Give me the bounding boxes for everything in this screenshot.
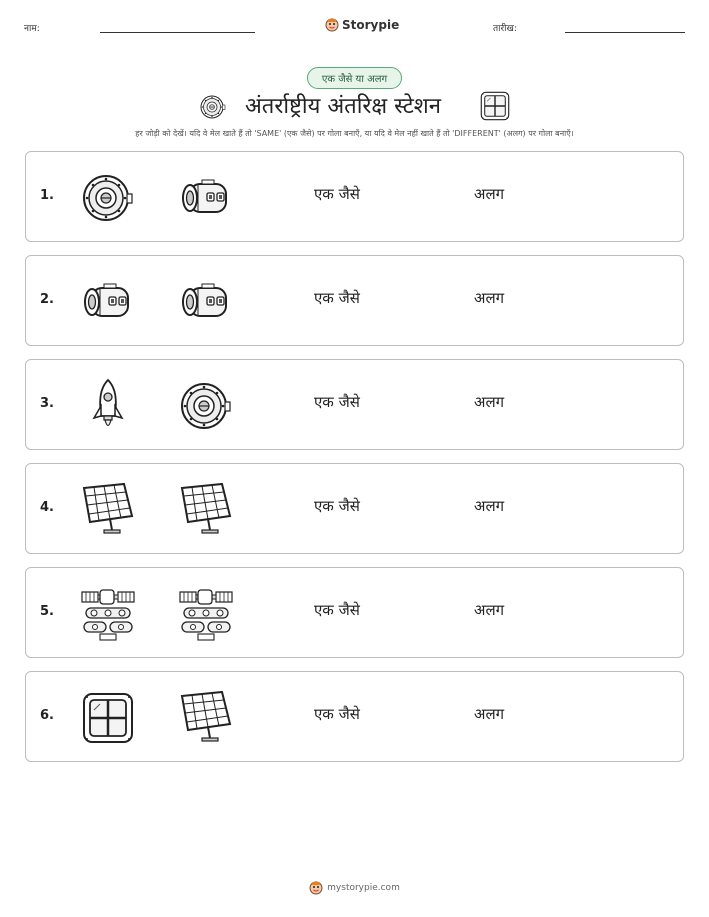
- title-row: [0, 90, 709, 124]
- question-number: 2.: [40, 292, 54, 307]
- question-number: 5.: [40, 604, 54, 619]
- question-number: 3.: [40, 396, 54, 411]
- question-number: 4.: [40, 500, 54, 515]
- option-same[interactable]: एक जैसे: [314, 289, 360, 307]
- porthole-hatch-icon: [178, 378, 234, 434]
- porthole-hatch-icon: [80, 170, 136, 226]
- storypie-logo-icon: [325, 18, 339, 32]
- option-different[interactable]: अलग: [474, 393, 505, 411]
- window-icon: [479, 90, 511, 122]
- brand: [325, 18, 399, 32]
- space-station-icon: [80, 586, 136, 642]
- question-row: [25, 255, 684, 346]
- question-row: [25, 151, 684, 242]
- solar-panel-icon: [178, 690, 234, 746]
- option-same[interactable]: एक जैसे: [314, 705, 360, 723]
- solar-panel-icon: [178, 482, 234, 538]
- date-line[interactable]: [565, 32, 685, 33]
- brand-name: Storypie: [342, 18, 400, 32]
- option-same[interactable]: एक जैसे: [314, 497, 360, 515]
- space-module-icon: [178, 274, 234, 330]
- option-same[interactable]: एक जैसे: [314, 601, 360, 619]
- storypie-logo-icon: [309, 881, 323, 895]
- question-row: [25, 567, 684, 658]
- option-same[interactable]: एक जैसे: [314, 393, 360, 411]
- question-row: [25, 463, 684, 554]
- name-line[interactable]: [100, 32, 255, 33]
- option-different[interactable]: अलग: [474, 601, 505, 619]
- space-station-icon: [178, 586, 234, 642]
- solar-panel-icon: [80, 482, 136, 538]
- worksheet-header: [0, 18, 709, 38]
- question-number: 6.: [40, 708, 54, 723]
- option-same[interactable]: एक जैसे: [314, 185, 360, 203]
- footer: [0, 881, 709, 895]
- porthole-hatch-icon: [199, 93, 227, 121]
- space-module-icon: [80, 274, 136, 330]
- option-different[interactable]: अलग: [474, 497, 505, 515]
- space-module-icon: [178, 170, 234, 226]
- date-label: तारीख:: [493, 24, 517, 34]
- option-different[interactable]: अलग: [474, 705, 505, 723]
- instructions: हर जोड़ी को देखें। यदि वे मेल खाते हैं तो 'SAME' (एक जैसे) पर गोला बनाएँ, या यदि वे मेल नहीं खाते हैं तो 'DIFFERENT' (अलग) पर गोला बनाएँ।: [135, 129, 574, 138]
- footer-url[interactable]: mystorypie.com: [327, 883, 400, 893]
- page-title: अंतर्राष्ट्रीय अंतरिक्ष स्टेशन: [245, 94, 441, 119]
- name-label: नाम:: [24, 24, 40, 34]
- question-row: [25, 671, 684, 762]
- question-row: [25, 359, 684, 450]
- rocket-icon: [80, 378, 136, 434]
- question-number: 1.: [40, 188, 54, 203]
- option-different[interactable]: अलग: [474, 289, 505, 307]
- option-different[interactable]: अलग: [474, 185, 505, 203]
- worksheet-type-badge: एक जैसे या अलग: [307, 67, 402, 89]
- window-icon: [80, 690, 136, 746]
